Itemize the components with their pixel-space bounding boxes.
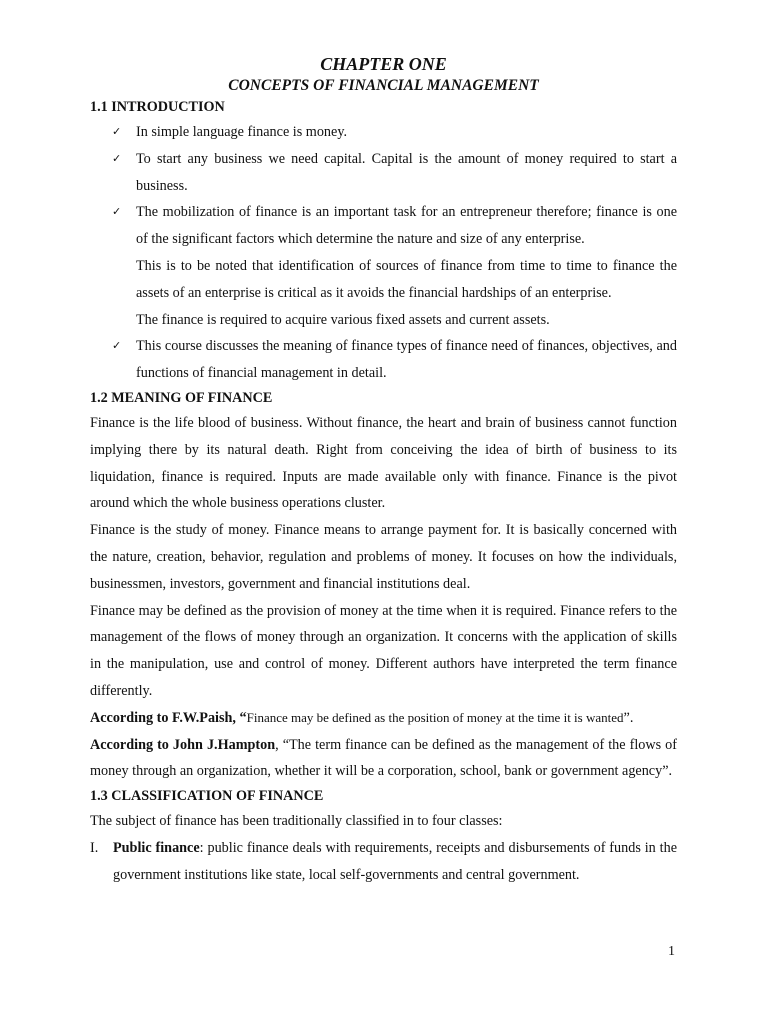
section-heading-introduction: 1.1 INTRODUCTION [90,99,225,115]
paragraph: The subject of finance has been traditionally classified in to four classes: [90,813,503,830]
quote-author: According to F.W.Paish, “ [90,709,247,726]
list-item [90,333,677,387]
paragraph: Finance may be defined as the provision of money at the time when it is required. Finance refers to the management of the flows of money through an organization. It concerns with the application of skills in the manipulation, use and control of money. Different authors have interpreted the term finance differently. [90,602,677,699]
introduction-note: The finance is required to acquire various fixed assets and current assets. [136,311,550,328]
bullet-text: In simple language finance is money. [136,124,348,140]
quote-paish [90,705,677,732]
bullet-text: To start any business we need capital. Capital is the amount of money required to start a business. [136,150,677,194]
page-number: 1 [668,944,675,959]
introduction-bullet-list [90,119,677,253]
section-heading-meaning-of-finance: 1.2 MEANING OF FINANCE [90,389,273,406]
classification-list [90,835,677,889]
chapter-title: CHAPTER ONE [320,54,447,74]
class-term: Public finance [113,839,200,856]
list-item [90,835,677,889]
introduction-bullet-list-continued [90,333,677,387]
paragraph: Finance is the study of money. Finance means to arrange payment for. It is basically concerned with the nature, creation, behavior, regulation and problems of money. It focuses on how the individuals, businessmen, investors, government and financial institutions deal. [90,522,677,592]
list-item [90,146,677,200]
check-icon: ✓ [112,205,122,219]
list-item [90,199,677,253]
list-item [90,119,677,146]
bullet-text: This course discusses the meaning of finance types of finance need of finances, objectives, and functions of financial management in detail. [136,338,677,382]
section-heading-classification: 1.3 CLASSIFICATION OF FINANCE [90,788,324,805]
bullet-text: The mobilization of finance is an important task for an entrepreneur therefore; finance is one of the significant factors which determine the nature and size of any enterprise. [136,204,677,248]
quote-end: ”. [623,709,634,726]
check-icon: ✓ [112,125,122,138]
class-text: : public finance deals with requirements, receipts and disbursements of funds in the government institutions like state, local self-governments and central government. [113,839,677,883]
introduction-note: This is to be noted that identification of sources of finance from time to time to finance the assets of an enterprise is critical as it avoids the financial hardships of an enterprise. [136,257,677,301]
quote-author: According to John J.Hampton [90,736,276,753]
quote-text: , “The term finance can be defined as the management of the flows of money through an organization, whether it will be a corporation, school, bank or government agency”. [90,736,677,780]
list-marker: I. [90,839,99,856]
quote-hampton [90,732,677,786]
document-page [90,53,677,889]
check-icon: ✓ [112,339,122,353]
paragraph: Finance is the life blood of business. Without finance, the heart and brain of business cannot function implying there by its natural death. Right from conceiving the idea of birth of business to its liquidation, finance is required. Inputs are made available only with finance. Finance is the pivot around which the whole business operations cluster. [90,414,677,512]
check-icon: ✓ [112,151,122,165]
quote-text: Finance may be defined as the position of money at the time it is wanted [246,709,624,725]
chapter-subtitle: CONCEPTS OF FINANCIAL MANAGEMENT [228,77,539,94]
